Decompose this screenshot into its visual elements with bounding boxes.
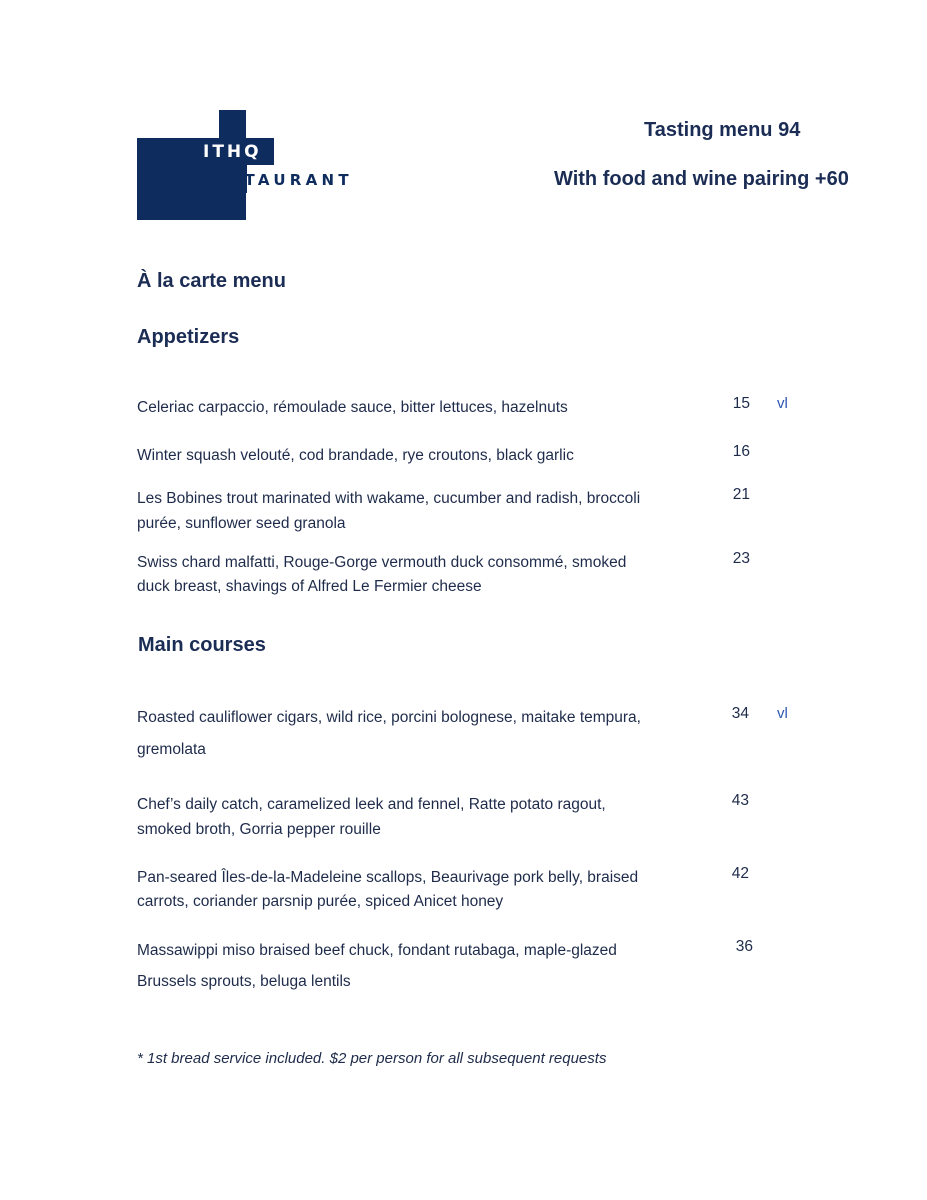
- logo-restaurant-text: RESTAURANT: [199, 171, 353, 189]
- tasting-menu-price: Tasting menu 94: [644, 119, 801, 141]
- main-item-price: 42: [731, 865, 749, 882]
- main-item-desc-line2: carrots, coriander parsnip purée, spiced Anicet honey: [137, 893, 504, 910]
- main-item-desc-line2: smoked broth, Gorria pepper rouille: [137, 821, 381, 838]
- appetizer-item-desc-line1: Swiss chard malfatti, Rouge-Gorge vermouth duck consommé, smoked: [137, 554, 627, 571]
- main-item-desc-line1: Chef’s daily catch, caramelized leek and fennel, Ratte potato ragout,: [137, 796, 606, 813]
- main-item-desc-line2: Brussels sprouts, beluga lentils: [137, 973, 351, 990]
- vegetarian-tag: vl: [777, 705, 788, 722]
- main-item-desc-line1: Pan-seared Îles-de-la-Madeleine scallops, Beaurivage pork belly, braised: [137, 869, 639, 886]
- appetizer-item-desc: Celeriac carpaccio, rémoulade sauce, bitter lettuces, hazelnuts: [137, 399, 568, 416]
- main-item-desc-line1: Roasted cauliflower cigars, wild rice, porcini bolognese, maitake tempura,: [137, 709, 641, 726]
- main-item-desc-line2: gremolata: [137, 741, 206, 758]
- menu-title: À la carte menu: [137, 270, 286, 292]
- main-item-price: 43: [731, 792, 749, 809]
- appetizer-item-desc-line1: Les Bobines trout marinated with wakame, cucumber and radish, broccoli: [137, 490, 641, 507]
- appetizer-item-price: 16: [732, 443, 750, 460]
- restaurant-logo: [137, 110, 367, 222]
- main-courses-heading: Main courses: [138, 634, 266, 656]
- main-item-desc-line1: Massawippi miso braised beef chuck, fondant rutabaga, maple-glazed: [137, 942, 617, 959]
- appetizer-item-desc: Winter squash velouté, cod brandade, rye croutons, black garlic: [137, 447, 574, 464]
- appetizers-heading: Appetizers: [137, 326, 240, 348]
- appetizer-item-price: 15: [732, 395, 750, 412]
- appetizer-item-desc-line2: purée, sunflower seed granola: [137, 515, 346, 532]
- appetizer-item-price: 23: [732, 550, 750, 567]
- appetizer-item-desc-line2: duck breast, shavings of Alfred Le Fermier cheese: [137, 578, 482, 595]
- appetizer-item-price: 21: [732, 486, 750, 503]
- main-item-price: 34: [731, 705, 749, 722]
- wine-pairing-price: With food and wine pairing +60: [554, 168, 849, 190]
- vegetarian-tag: vl: [777, 395, 788, 412]
- main-item-price: 36: [735, 938, 753, 955]
- bread-service-footnote: * 1st bread service included. $2 per person for all subsequent requests: [137, 1050, 607, 1067]
- logo-ithq-text: ITHQ: [203, 142, 262, 162]
